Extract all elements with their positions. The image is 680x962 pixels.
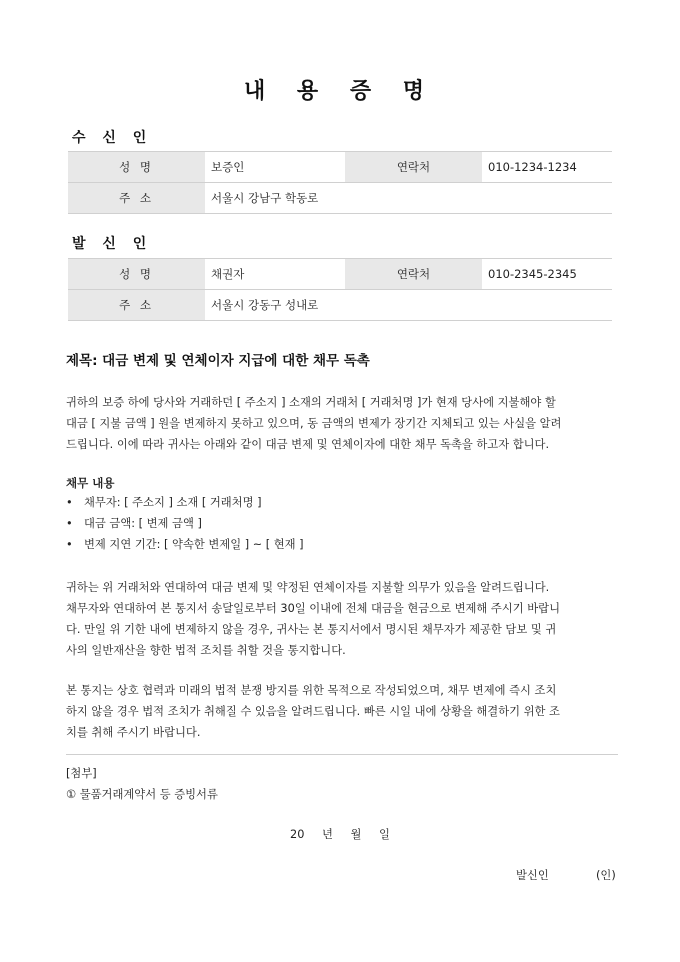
- seal-mark: (인): [596, 869, 616, 882]
- intro-line: 귀하의 보증 하에 당사와 거래하던 [ 주소지 ] 소재의 거래처 [ 거래처명 ]가 현재 당사에 지불해야 할: [66, 396, 556, 409]
- recipient-row-address: [68, 183, 612, 214]
- closing-line: 하지 않을 경우 법적 조치가 취해질 수 있음을 알려드립니다. 빠른 시일 내에 상황을 해결하기 위한 조: [66, 705, 560, 718]
- sender-row-address: [68, 290, 612, 321]
- intro-line: 드립니다. 이에 따라 귀사는 아래와 같이 대금 변제 및 연체이자에 대한 채무 독촉을 하고자 합니다.: [66, 438, 550, 451]
- subject-heading: 제목: 대금 변제 및 연체이자 지급에 대한 채무 독촉: [66, 353, 370, 369]
- obligation-line: 채무자와 연대하여 본 통지서 송달일로부터 30일 이내에 전체 대금을 현금으로 변제해 주시기 바랍니: [66, 602, 560, 615]
- sender-table: [68, 258, 612, 321]
- recipient-contact-label: 연락처: [345, 152, 482, 183]
- recipient-table: [68, 151, 612, 214]
- closing-paragraph: [66, 680, 616, 743]
- obligation-paragraph: [66, 577, 616, 661]
- debt-item: • 변제 지연 기간: [ 약속한 변제일 ] ~ [ 현재 ]: [66, 534, 304, 555]
- sender-name-label: 성 명: [68, 259, 205, 290]
- closing-line: 본 통지는 상호 협력과 미래의 법적 분쟁 방지를 위한 목적으로 작성되었으며, 채무 변제에 즉시 조치: [66, 684, 557, 697]
- attachment-item: ① 물품거래계약서 등 증빙서류: [66, 788, 218, 801]
- recipient-row-name: [68, 152, 612, 183]
- recipient-contact-value: 010-1234-1234: [482, 152, 612, 183]
- recipient-address-label: 주 소: [68, 183, 205, 214]
- intro-paragraph: [66, 392, 616, 455]
- sender-row-name: [68, 259, 612, 290]
- sender-contact-value: 010-2345-2345: [482, 259, 612, 290]
- sender-name-value: 채권자: [205, 259, 345, 290]
- debt-item: • 채무자: [ 주소지 ] 소재 [ 거래처명 ]: [66, 492, 304, 513]
- section-divider: [66, 754, 618, 755]
- recipient-name-label: 성 명: [68, 152, 205, 183]
- document-date: 20 년 월 일: [290, 828, 390, 841]
- page-title: 내 용 증 명: [244, 79, 436, 104]
- closing-line: 치를 취해 주시기 바랍니다.: [66, 726, 201, 739]
- sender-address-label: 주 소: [68, 290, 205, 321]
- debt-item: • 대금 금액: [ 변제 금액 ]: [66, 513, 304, 534]
- intro-line: 대금 [ 지불 금액 ] 원을 변제하지 못하고 있으며, 동 금액의 변제가 장기간 지체되고 있는 사실을 알려: [66, 417, 562, 430]
- sender-heading: 발 신 인: [72, 236, 153, 252]
- obligation-line: 사의 일반재산을 향한 법적 조치를 취할 것을 통지합니다.: [66, 644, 346, 657]
- attachment-label: [첨부]: [66, 767, 97, 780]
- debt-list: [66, 492, 304, 555]
- obligation-line: 다. 만일 위 기한 내에 변제하지 않을 경우, 귀사는 본 통지서에서 명시된 채무자가 제공한 담보 및 귀: [66, 623, 557, 636]
- recipient-address-value: 서울시 강남구 학동로: [205, 183, 612, 214]
- sender-address-value: 서울시 강동구 성내로: [205, 290, 612, 321]
- recipient-name-value: 보증인: [205, 152, 345, 183]
- debt-section-title: 채무 내용: [66, 476, 115, 490]
- sender-contact-label: 연락처: [345, 259, 482, 290]
- recipient-heading: 수 신 인: [72, 130, 153, 146]
- sender-signature-label: 발신인: [516, 869, 549, 882]
- obligation-line: 귀하는 위 거래처와 연대하여 대금 변제 및 약정된 연체이자를 지불할 의무가 있음을 알려드립니다.: [66, 581, 550, 594]
